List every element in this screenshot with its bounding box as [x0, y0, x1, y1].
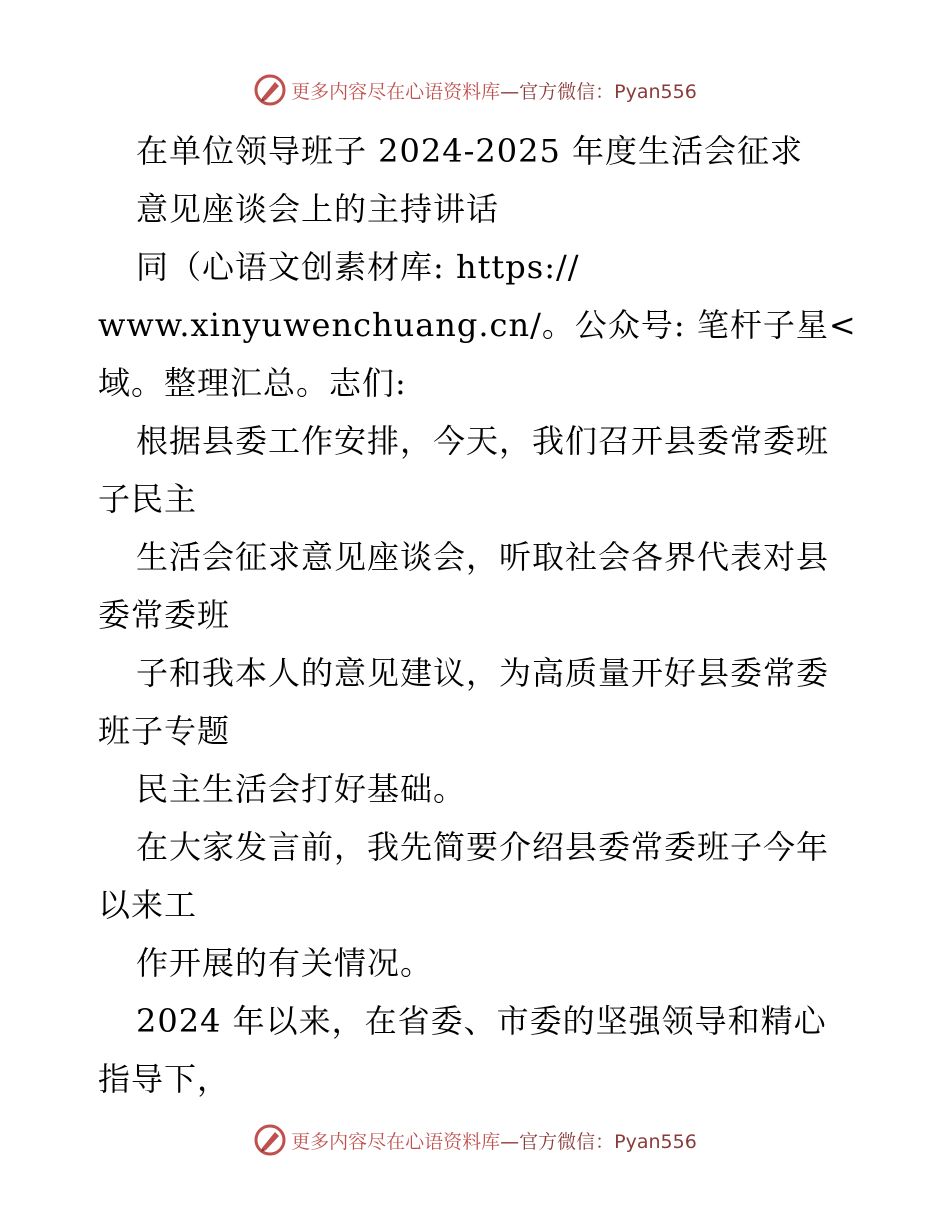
text-line: 在大家发言前，我先简要介绍县委常委班子今年: [136, 828, 830, 866]
text-line: 根据县委工作安排，今天，我们召开县委常委班: [136, 422, 830, 460]
text-line: 子民主: [98, 480, 198, 518]
pen-logo-icon: [253, 73, 287, 107]
text-line: 指导下，: [98, 1060, 231, 1098]
text-line: 委常委班: [98, 596, 231, 634]
text-line: 子和我本人的意见建议，为高质量开好县委常委: [136, 654, 830, 692]
text-line: 民主生活会打好基础。: [136, 770, 467, 808]
text-line: 域。整理汇总。志们:: [98, 364, 407, 402]
watermark-contact: 官方微信：Pyan556: [519, 80, 697, 103]
watermark-text: [291, 1127, 697, 1154]
text-line: 班子专题: [98, 712, 231, 750]
document-body: [98, 122, 858, 1108]
pen-logo-icon: [253, 1123, 287, 1157]
text-line: 作开展的有关情况。: [136, 944, 434, 982]
text-line: www.xinyuwenchuang.cn/。公众号: 笔杆子星<: [98, 306, 857, 344]
header-watermark: [0, 70, 950, 110]
text-line: 意见座谈会上的主持讲话: [136, 190, 500, 228]
watermark-separator: —: [500, 1130, 520, 1153]
watermark-contact: 官方微信：Pyan556: [519, 1130, 697, 1153]
watermark-site: 更多内容尽在心语资料库: [291, 1130, 501, 1153]
watermark-site: 更多内容尽在心语资料库: [291, 80, 501, 103]
text-line: 2024 年以来，在省委、市委的坚强领导和精心: [136, 1002, 827, 1040]
watermark-separator: —: [500, 80, 520, 103]
text-line: 以来工: [98, 886, 198, 924]
text-line: 生活会征求意见座谈会，听取社会各界代表对县: [136, 538, 830, 576]
text-line: 在单位领导班子 2024-2025 年度生活会征求: [136, 132, 804, 170]
text-line: 同（心语文创素材库: https://: [136, 248, 580, 286]
footer-watermark: [0, 1120, 950, 1160]
watermark-text: [291, 77, 697, 104]
